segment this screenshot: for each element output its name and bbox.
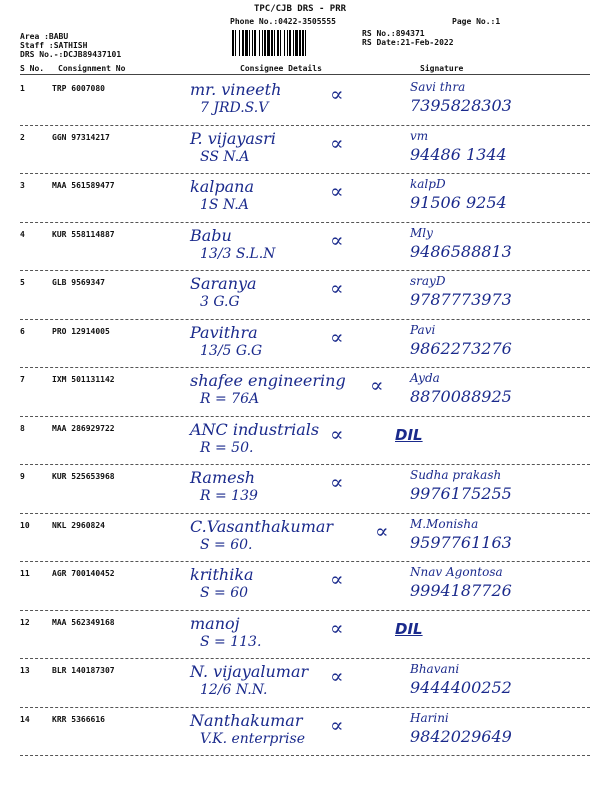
drs-number: DRS No.-:DCJB89437101 [20,50,122,59]
row-consignment-no: BLR 140187307 [52,666,115,675]
row-divider [20,367,590,368]
row-consignment-no: KUR 558114887 [52,229,115,239]
row-divider [20,319,590,320]
row-divider [20,464,590,465]
row-consignment-no: TRP 6007080 [52,84,105,93]
delivered-tick: ∝ [330,712,344,737]
document-title: TPC/CJB DRS - PRR [253,4,347,14]
receiver-signature: vm [410,128,429,143]
receiver-phone: 9787773973 [410,290,512,309]
receiver-phone: 9444400252 [410,678,512,697]
consignee-address: 7 JRD.S.V [200,100,269,116]
col-consignment: Consignment No [58,64,126,73]
receiver-phone: 91506 9254 [410,193,507,212]
delivered-tick: ∝ [330,324,344,349]
consignee-address: 12/6 N.N. [200,682,268,698]
row-divider [20,610,590,611]
receiver-signature: Savi thra [410,80,466,94]
row-divider [20,513,590,514]
receiver-phone: 9842029649 [410,726,512,746]
receiver-signature: M.Monisha [410,516,479,531]
delivered-tick: ∝ [330,470,344,494]
delivered-tick: ∝ [330,421,344,446]
row-consignment-no: GGN 97314217 [52,132,110,142]
consignee-name: manoj [190,613,240,633]
row-sno: 2 [20,132,25,142]
row-consignment-no: MAA 562349168 [52,617,115,627]
consignee-name: krithika [190,565,254,584]
consignee-address: R = 76A [200,391,260,407]
row-sno: 14 [20,714,30,724]
row-consignment-no: MAA 561589477 [52,181,115,190]
row-consignment-no: IXM 501131142 [52,375,115,384]
consignee-name: Pavithra [190,322,258,342]
dil-mark: DIL [395,425,423,444]
receiver-phone: 9486588813 [410,241,512,261]
row-sno: 5 [20,278,25,287]
receiver-signature: Sudha prakash [410,468,502,482]
col-consignee: Consignee Details [240,64,322,73]
delivered-tick: ∝ [370,373,384,397]
dil-mark: DIL [395,619,423,638]
row-consignment-no: KRR 5366616 [52,714,105,724]
row-consignment-no: PRO 12914005 [52,326,110,336]
row-divider [20,658,590,659]
receiver-phone: 9994187726 [410,581,512,600]
consignee-address: R = 50. [200,439,254,456]
consignee-name: shafee engineering [190,371,346,390]
row-sno: 13 [20,666,30,675]
receiver-signature: Harini [410,710,449,725]
row-sno: 10 [20,520,30,530]
row-divider [20,755,590,756]
receiver-signature: Bhavani [410,662,460,676]
phone-number: Phone No.:0422-3505555 [230,17,336,26]
consignee-name: Saranya [190,274,257,293]
row-divider [20,416,590,417]
rs-date: RS Date:21-Feb-2022 [362,38,454,47]
consignee-address: 1S N.A [200,197,249,213]
row-consignment-no: NKL 2960824 [52,520,105,530]
rs-number: RS No.:894371 [362,29,425,38]
row-divider [20,561,590,562]
consignee-address: S = 60. [200,536,253,553]
row-consignment-no: GLB 9569347 [52,278,105,287]
receiver-signature: kalpD [410,177,446,191]
receiver-signature: srayD [410,274,446,288]
consignee-name: P. vijayasri [190,128,276,148]
row-divider [20,707,590,708]
consignee-name: N. vijayalumar [190,662,309,681]
consignee-name: mr. vineeth [190,80,282,99]
receiver-signature: Ayda [410,371,440,385]
row-divider [20,173,590,174]
row-sno: 1 [20,84,25,93]
row-sno: 7 [20,375,25,384]
col-sno: S No. [20,64,45,73]
receiver-phone: 9976175255 [410,484,512,503]
consignee-address: SS N.A [200,148,250,165]
delivered-tick: ∝ [330,179,344,203]
delivered-tick: ∝ [330,664,344,688]
row-sno: 11 [20,569,30,578]
delivered-tick: ∝ [330,227,344,252]
area-label: Area :BABU [20,32,69,41]
consignee-name: Babu [190,225,232,245]
row-divider [20,270,590,271]
receiver-phone: 8870088925 [410,387,512,406]
receiver-phone: 94486 1344 [410,144,507,164]
row-sno: 9 [20,472,25,481]
delivered-tick: ∝ [330,130,344,155]
receiver-signature: Mly [410,225,433,240]
delivered-tick: ∝ [375,518,389,543]
delivered-tick: ∝ [330,82,344,106]
col-signature: Signature [420,64,464,73]
consignee-name: Nanthakumar [190,710,303,730]
page-number: Page No.:1 [452,17,501,26]
delivered-tick: ∝ [330,615,344,640]
receiver-signature: Pavi [410,322,436,337]
row-consignment-no: MAA 286929722 [52,423,115,433]
staff-label: Staff :SATHISH [20,41,88,50]
consignee-name: kalpana [190,177,254,196]
row-sno: 4 [20,229,25,239]
consignee-address: 3 G.G [200,294,240,310]
delivered-tick: ∝ [330,567,344,591]
consignee-address: S = 113. [200,633,262,650]
consignee-address: R = 139 [200,488,258,504]
barcode [232,30,350,56]
consignee-name: Ramesh [190,468,256,487]
row-sno: 3 [20,181,25,190]
consignee-address: 13/5 G.G [200,342,263,359]
header-divider [20,74,590,75]
row-divider [20,125,590,126]
row-sno: 12 [20,617,30,627]
receiver-phone: 9597761163 [410,532,512,552]
consignee-name: C.Vasanthakumar [190,516,334,536]
consignee-address: S = 60 [200,585,249,601]
row-consignment-no: KUR 525653968 [52,472,115,481]
consignee-address: 13/3 S.L.N [200,245,276,262]
consignee-name: ANC industrials [190,419,320,439]
row-sno: 8 [20,423,25,433]
receiver-phone: 9862273276 [410,338,512,358]
receiver-signature: Nnav Agontosa [410,565,503,579]
row-sno: 6 [20,326,25,336]
receiver-phone: 7395828303 [410,96,512,115]
row-divider [20,222,590,223]
row-consignment-no: AGR 700140452 [52,569,115,578]
delivered-tick: ∝ [330,276,344,300]
barcode-bar [306,30,308,56]
consignee-address: V.K. enterprise [200,730,305,747]
